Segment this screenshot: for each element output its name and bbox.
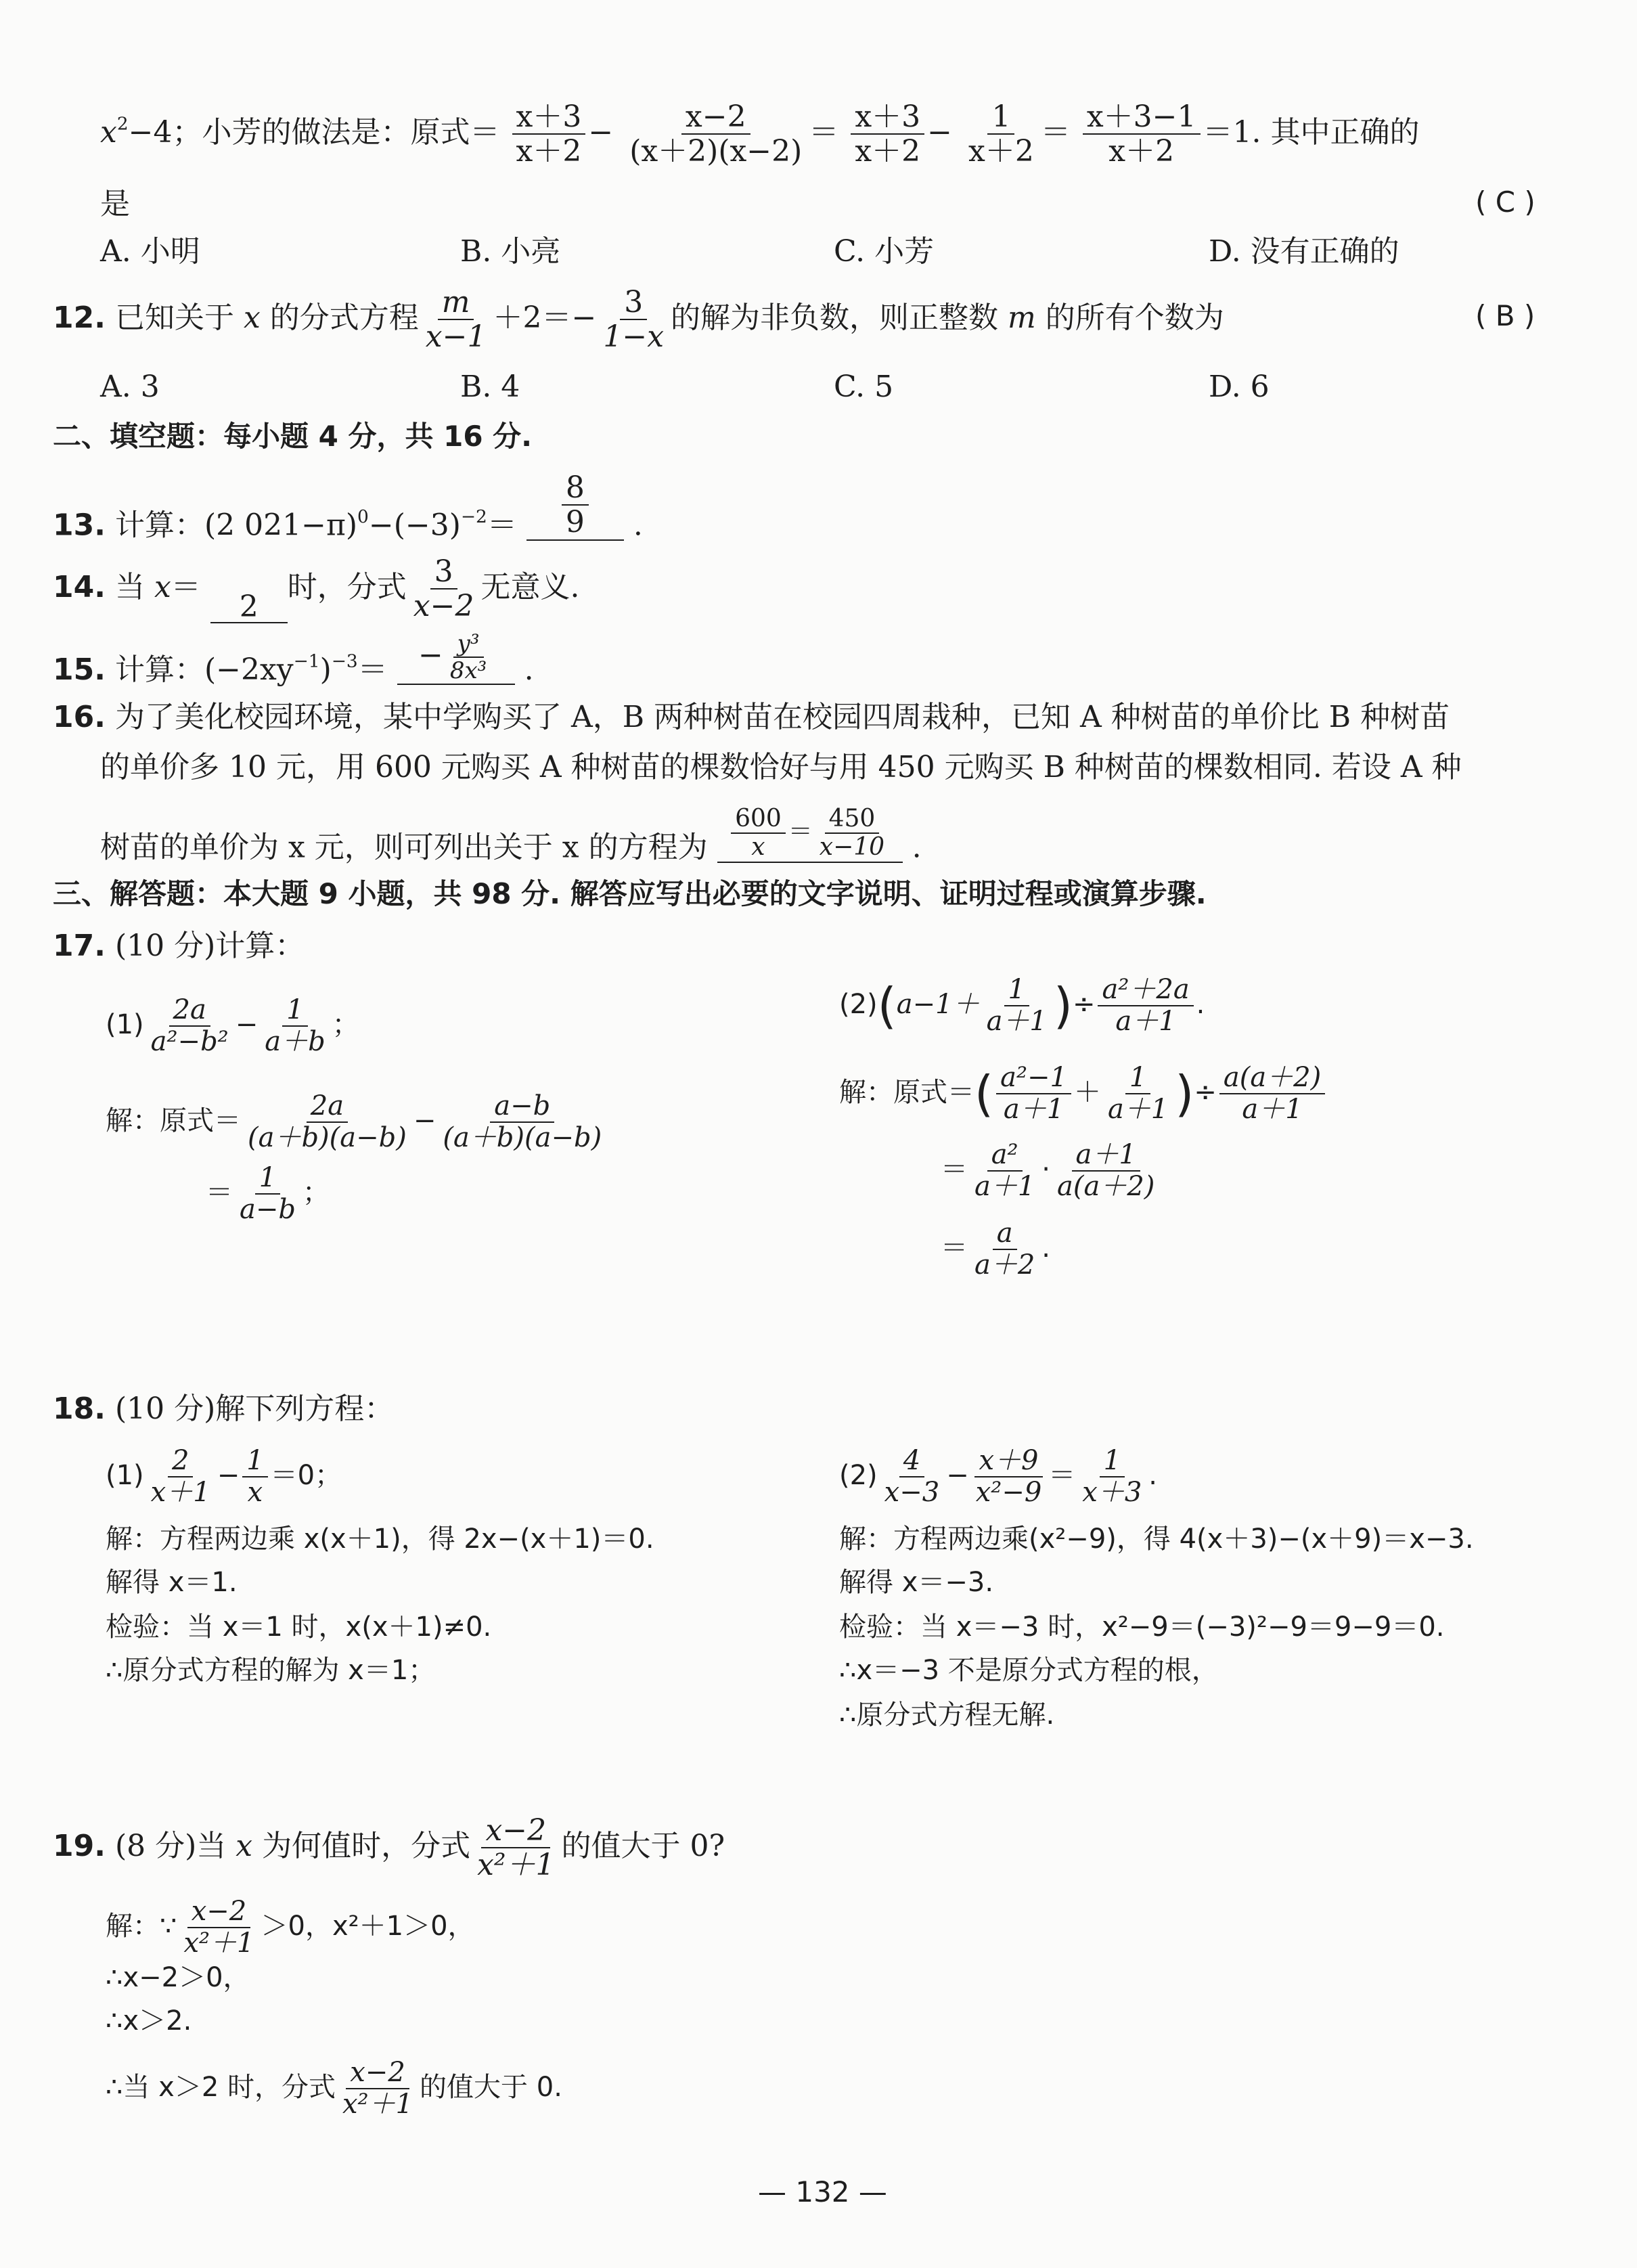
q12-option-b: B. 4 bbox=[460, 370, 520, 404]
q17-part1: (1) $\frac{2a}{\text{a²−b²}}$ − $\frac{1}{a+b}$ ； bbox=[106, 994, 359, 1057]
q13-answer-blank bbox=[526, 471, 624, 541]
q19-solution-3: ∴x＞2. bbox=[106, 2005, 192, 2037]
q18-part2-solution-3: 检验：当 x＝−3 时，x²−9＝(−3)²−9＝9−9＝0. bbox=[839, 1611, 1445, 1643]
q12-frac1: $\frac{m}{x-1}$ bbox=[425, 285, 487, 355]
q17-part1-solution-1: 解：原式＝ $\frac{2a}{(a+b)(a-b)}$ − $\frac{a-b}{(a+b)(a-b)}$ bbox=[106, 1090, 602, 1153]
q11-option-c: C. 小芳 bbox=[834, 234, 935, 269]
q18-part1: (1) $\frac{2}{x+1}$ − $\frac{1}{x}$ ＝0； bbox=[106, 1445, 342, 1508]
q18-part1-solution-3: 检验：当 x＝1 时，x(x＋1)≠0. bbox=[106, 1611, 492, 1643]
q17-stem: 17. (10 分)计算： bbox=[53, 929, 305, 963]
q18-part2: (2) $\frac{4}{x-3}$ − $\frac{x+9}{\text{x²−9}}$ ＝ $\frac{1}{x+3}$ . bbox=[839, 1445, 1158, 1508]
q12-option-c: C. 5 bbox=[834, 370, 894, 404]
q11-frac4: $\frac{1}{x+2}$ bbox=[968, 99, 1034, 169]
q15-stem: 15. 计算：$(-2xy^{-1})^{-3}=$ − $\frac{\text{y³}}{\text{8x³}}$ . bbox=[53, 630, 534, 688]
q18-part1-solution-1: 解：方程两边乘 x(x＋1)，得 2x−(x＋1)＝0. bbox=[106, 1524, 654, 1555]
q12-option-d: D. 6 bbox=[1209, 370, 1270, 404]
section-2-heading: 二、填空题：每小题 4 分，共 16 分. bbox=[53, 420, 533, 453]
q17-part2-solution-3: ＝ $\frac{a}{a+2}$ . bbox=[941, 1218, 1051, 1281]
page-number: — 132 — bbox=[758, 2175, 887, 2208]
q13-stem: 13. 计算：(2 $021-\pi)^0-(-3)^{-2}=$ $\frac{8}{9}$ . bbox=[53, 470, 643, 543]
q14-frac: $\frac{3}{x-2}$ bbox=[413, 554, 474, 624]
q11-frac3: $\frac{x+3}{x+2}$ bbox=[851, 100, 924, 169]
q17-part2-solution-2: ＝ $\frac{\text{a²}}{a+1}$ · $\frac{a+1}{a(a+2)}$ bbox=[941, 1139, 1155, 1202]
q16-line3: 树苗的单价为 x 元，则可列出关于 x 的方程为 $\frac{600}{x}$ ＝ $\frac{450}{x-10}$ . bbox=[100, 805, 922, 865]
section-3-heading: 三、解答题：本大题 9 小题，共 98 分. 解答应写出必要的文字说明、证明过程或演算步骤. bbox=[53, 877, 1207, 910]
q18-part2-solution-4: ∴x＝−3 不是原分式方程的根， bbox=[839, 1655, 1219, 1686]
q15-answer-blank: − $\frac{\text{y³}}{\text{8x³}}$ bbox=[397, 631, 515, 685]
q14-answer: 2 bbox=[210, 592, 288, 623]
q11-frac2: $\frac{x-2}{(x+2)(x-2)}$ bbox=[629, 99, 803, 169]
q11-line2: 是 bbox=[100, 187, 130, 221]
q15-answer: $\frac{\text{y³}}{\text{8x³}}$ bbox=[449, 630, 487, 685]
q18-part2-solution-5: ∴原分式方程无解. bbox=[839, 1699, 1055, 1731]
q13-answer: $\frac{8}{9}$ bbox=[562, 471, 589, 539]
q12-stem: 12. 已知关于 x 的分式方程 $\frac{m}{x-1}$ ＋2＝− $\frac{3}{1-x}$ 的解为非负数，则正整数 m 的所有个数为 bbox=[53, 285, 1224, 355]
q11-frac5: $\frac{x+3-1}{x+2}$ bbox=[1083, 100, 1201, 169]
q11-line1: $x^2-4$；小芳的做法是：原式＝ $\frac{x+3}{x+2}$ − $\frac{x-2}{(x+2)(x-2)}$ ＝ $\frac{x+3}{x+2}$ − $\frac{1}{x+2}$ ＝ $\frac{x+3-1}{x+2}$ ＝1. 其中正确的 bbox=[100, 99, 1420, 169]
q11-frac1: $\frac{x+3}{x+2}$ bbox=[512, 100, 586, 169]
q11-answer: ( C ) bbox=[1475, 185, 1535, 219]
q12-option-a: A. 3 bbox=[100, 370, 160, 404]
q17-part2-solution-1: 解：原式＝( $\frac{\text{a²−1}}{a+1}$ ＋ $\frac{1}{a+1}$ )÷ $\frac{a(a+2)}{a+1}$ bbox=[839, 1063, 1328, 1125]
q18-part2-solution-1: 解：方程两边乘(x²−9)，得 4(x＋3)−(x＋9)＝x−3. bbox=[839, 1524, 1474, 1555]
q19-solution-4: ∴当 x＞2 时，分式 $\frac{x-2}{\text{x²＋1}}$ 的值大于 0. bbox=[106, 2057, 562, 2120]
q17-part2: (2)(a−1＋ $\frac{1}{a+1}$ )÷ $\frac{\text{a²＋2a}}{a+1}$ . bbox=[839, 974, 1205, 1037]
q18-stem: 18. (10 分)解下列方程： bbox=[53, 1392, 395, 1426]
q12-frac2: $\frac{3}{1-x}$ bbox=[603, 285, 665, 355]
q19-stem: 19. (8 分)当 x 为何值时，分式 $\frac{x-2}{\text{x²＋1}}$ 的值大于 0? bbox=[53, 1813, 725, 1883]
q11-option-a: A. 小明 bbox=[100, 234, 200, 269]
q18-part1-solution-4: ∴原分式方程的解为 x＝1； bbox=[106, 1655, 436, 1686]
q17-part1-solution-2: ＝ $\frac{1}{a-b}$ ； bbox=[206, 1162, 330, 1225]
q19-solution-1: 解：∵ $\frac{x-2}{\text{x²＋1}}$ ＞0，x²＋1＞0， bbox=[106, 1896, 475, 1959]
q18-part2-solution-2: 解得 x＝−3. bbox=[839, 1567, 994, 1598]
q11-option-b: B. 小亮 bbox=[460, 234, 561, 269]
q18-part1-solution-2: 解得 x＝1. bbox=[106, 1567, 238, 1598]
q16-line1: 16. 为了美化校园环境，某中学购买了 A，B 两种树苗在校园四周栽种，已知 A 种树苗的单价比 B 种树苗 bbox=[53, 700, 1450, 734]
q11-option-d: D. 没有正确的 bbox=[1209, 234, 1399, 269]
q12-answer: ( B ) bbox=[1475, 299, 1535, 332]
q16-line2: 的单价多 10 元，用 600 元购买 A 种树苗的棵数恰好与用 450 元购买 B 种树苗的棵数相同. 若设 A 种 bbox=[100, 750, 1462, 784]
q16-answer: $\frac{600}{x}$ ＝ $\frac{450}{x-10}$ bbox=[717, 805, 903, 863]
q14-stem: 14. 当 x＝ 2时，分式 $\frac{3}{x-2}$ 无意义. bbox=[53, 554, 580, 624]
q19-solution-2: ∴x−2＞0， bbox=[106, 1962, 250, 1993]
